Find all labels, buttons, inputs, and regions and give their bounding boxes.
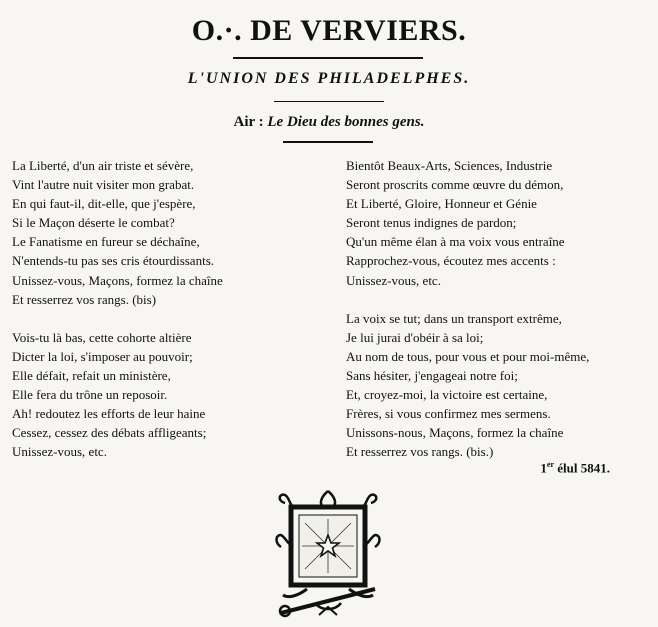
verse-line: Au nom de tous, pour vous et pour moi-même,: [346, 348, 590, 364]
verse-line: Je lui jurai d'obéir à sa loi;: [346, 329, 484, 345]
signature-ordinal: er: [546, 460, 555, 469]
signature-number: 1: [540, 460, 547, 476]
right-verse-column: [346, 156, 652, 461]
verse-line: Et resserrez vos rangs. (bis): [12, 291, 157, 307]
verse-line: Elle fera du trône un reposoir.: [12, 387, 168, 403]
verse-line: Vois-tu là bas, cette cohorte altière: [12, 329, 192, 345]
verse-line: Cessez, cessez des débats affligeants;: [12, 425, 207, 441]
verse-line: Unissez-vous, Maçons, formez la chaîne: [12, 272, 223, 288]
verse-line: Unissez-vous, etc.: [12, 444, 107, 460]
masonic-emblem-icon: [275, 487, 381, 621]
verse-line: Seront proscrits comme œuvre du démon,: [346, 177, 564, 193]
page-title: O.·. DE VERVIERS.: [191, 14, 467, 47]
verse-line: Et, croyez-moi, la victoire est certaine,: [346, 387, 548, 403]
air-label: Air :: [233, 114, 264, 130]
verse-line: Le Fanatisme en fureur se déchaîne,: [12, 234, 200, 250]
verse-line: Frères, si vous confirmez mes sermens.: [346, 406, 551, 422]
signature-text: élul 5841.: [554, 460, 610, 476]
verse-line: Sans hésiter, j'engageai notre foi;: [346, 367, 518, 383]
verse-line: Bientôt Beaux-Arts, Sciences, Industrie: [346, 158, 553, 173]
verse-line: Unissons-nous, Maçons, formez la chaîne: [346, 425, 564, 441]
verse-line: Seront tenus indignes de pardon;: [346, 215, 517, 231]
subtitle-rule: [274, 101, 384, 102]
verse-line: En qui faut-il, dit-elle, que j'espère,: [12, 196, 196, 212]
air-tune: Le Dieu des bonnes gens.: [267, 114, 425, 130]
verse-line: Unissez-vous, etc.: [346, 272, 441, 288]
air-line: [0, 114, 658, 131]
verse-line: La voix se tut; dans un transport extrême,: [346, 310, 562, 326]
verse-line: Et resserrez vos rangs. (bis.): [346, 444, 494, 460]
stanza-break: [346, 290, 652, 309]
air-rule: [283, 141, 373, 143]
verse-line: La Liberté, d'un air triste et sévère,: [12, 158, 194, 173]
verse-line: Qu'un même élan à ma voix vous entraîne: [346, 234, 565, 250]
verse-line: Dicter la loi, s'imposer au pouvoir;: [12, 348, 193, 364]
song-title: L'UNION DES PHILADELPHES.: [187, 70, 471, 87]
verse-line: Si le Maçon déserte le combat?: [12, 215, 175, 231]
verse-line: Et Liberté, Gloire, Honneur et Génie: [346, 196, 537, 212]
title-rule: [233, 57, 423, 59]
verse-line: N'entends-tu pas ses cris étourdissants.: [12, 253, 215, 269]
verse-line: Elle défait, refait un ministère,: [12, 367, 171, 383]
verse-line: Ah! redoutez les efforts de leur haine: [12, 406, 206, 422]
verse-line: Rapprochez-vous, écoutez mes accents :: [346, 253, 556, 269]
date-signature: [540, 460, 610, 476]
left-verse-column: [12, 156, 312, 461]
verse-line: Vint l'autre nuit visiter mon grabat.: [12, 177, 195, 193]
stanza-break: [12, 309, 312, 328]
